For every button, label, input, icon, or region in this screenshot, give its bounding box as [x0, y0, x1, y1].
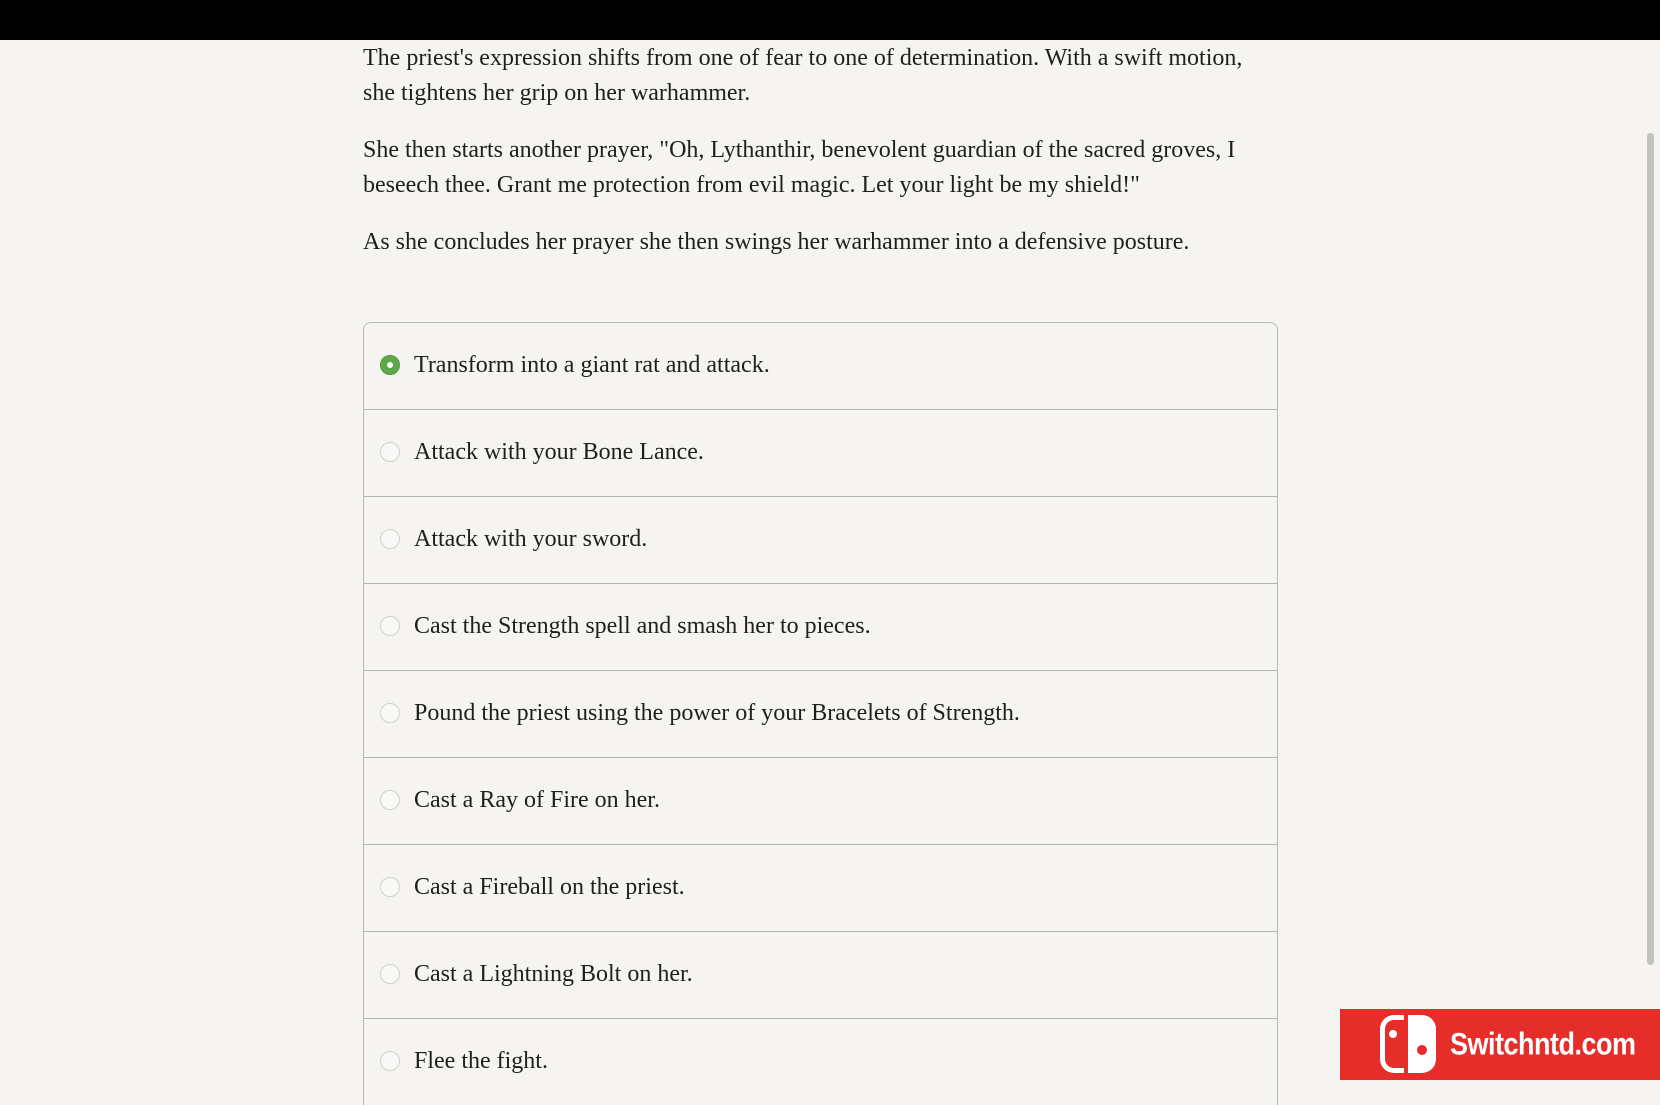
choice-label: Flee the fight. [414, 1048, 548, 1074]
radio-icon[interactable] [380, 1051, 400, 1071]
choice-sword[interactable] [364, 497, 1277, 584]
choice-label: Attack with your sword. [414, 526, 648, 552]
nintendo-switch-logo-icon [1380, 1015, 1438, 1075]
joycon-right-icon [1408, 1015, 1436, 1073]
choice-list [363, 322, 1278, 1105]
choice-label: Cast a Ray of Fire on her. [414, 787, 660, 813]
scrollbar[interactable] [1641, 40, 1660, 1080]
choice-fireball[interactable] [364, 845, 1277, 932]
choice-label: Pound the priest using the power of your Bracelets of Strength. [414, 700, 1020, 726]
story-page [0, 40, 1660, 1080]
top-bar [0, 0, 1660, 40]
scrollbar-thumb[interactable] [1647, 133, 1654, 965]
radio-selected-icon[interactable] [380, 355, 400, 375]
choice-label: Attack with your Bone Lance. [414, 439, 704, 465]
choice-bone-lance[interactable] [364, 410, 1277, 497]
passage-paragraph-2: She then starts another prayer, "Oh, Lythanthir, benevolent guardian of the sacred groves, I beseech thee. Grant me protection from evil magic. Let your light be my shield!" [363, 137, 1236, 198]
choice-label: Transform into a giant rat and attack. [414, 352, 770, 378]
story-passage [363, 40, 1278, 282]
choice-strength-spell[interactable] [364, 584, 1277, 671]
watermark-text: Switchntd.com [1450, 1026, 1636, 1062]
choice-label: Cast a Fireball on the priest. [414, 874, 685, 900]
choice-ray-of-fire[interactable] [364, 758, 1277, 845]
choice-flee[interactable] [364, 1019, 1277, 1105]
joycon-left-icon [1380, 1015, 1404, 1073]
passage-paragraph-3: As she concludes her prayer she then swings her warhammer into a defensive posture. [363, 229, 1190, 255]
radio-icon[interactable] [380, 964, 400, 984]
choice-bracelets[interactable] [364, 671, 1277, 758]
radio-icon[interactable] [380, 877, 400, 897]
radio-icon[interactable] [380, 442, 400, 462]
radio-icon[interactable] [380, 529, 400, 549]
choice-label: Cast a Lightning Bolt on her. [414, 961, 693, 987]
radio-icon[interactable] [380, 790, 400, 810]
radio-icon[interactable] [380, 616, 400, 636]
radio-icon[interactable] [380, 703, 400, 723]
choice-lightning-bolt[interactable] [364, 932, 1277, 1019]
choice-label: Cast the Strength spell and smash her to pieces. [414, 613, 871, 639]
site-watermark [1340, 1009, 1660, 1080]
choice-transform-rat[interactable] [364, 323, 1277, 410]
passage-paragraph-1: The priest's expression shifts from one of fear to one of determination. With a swift motion, she tightens her grip on her warhammer. [363, 45, 1243, 106]
